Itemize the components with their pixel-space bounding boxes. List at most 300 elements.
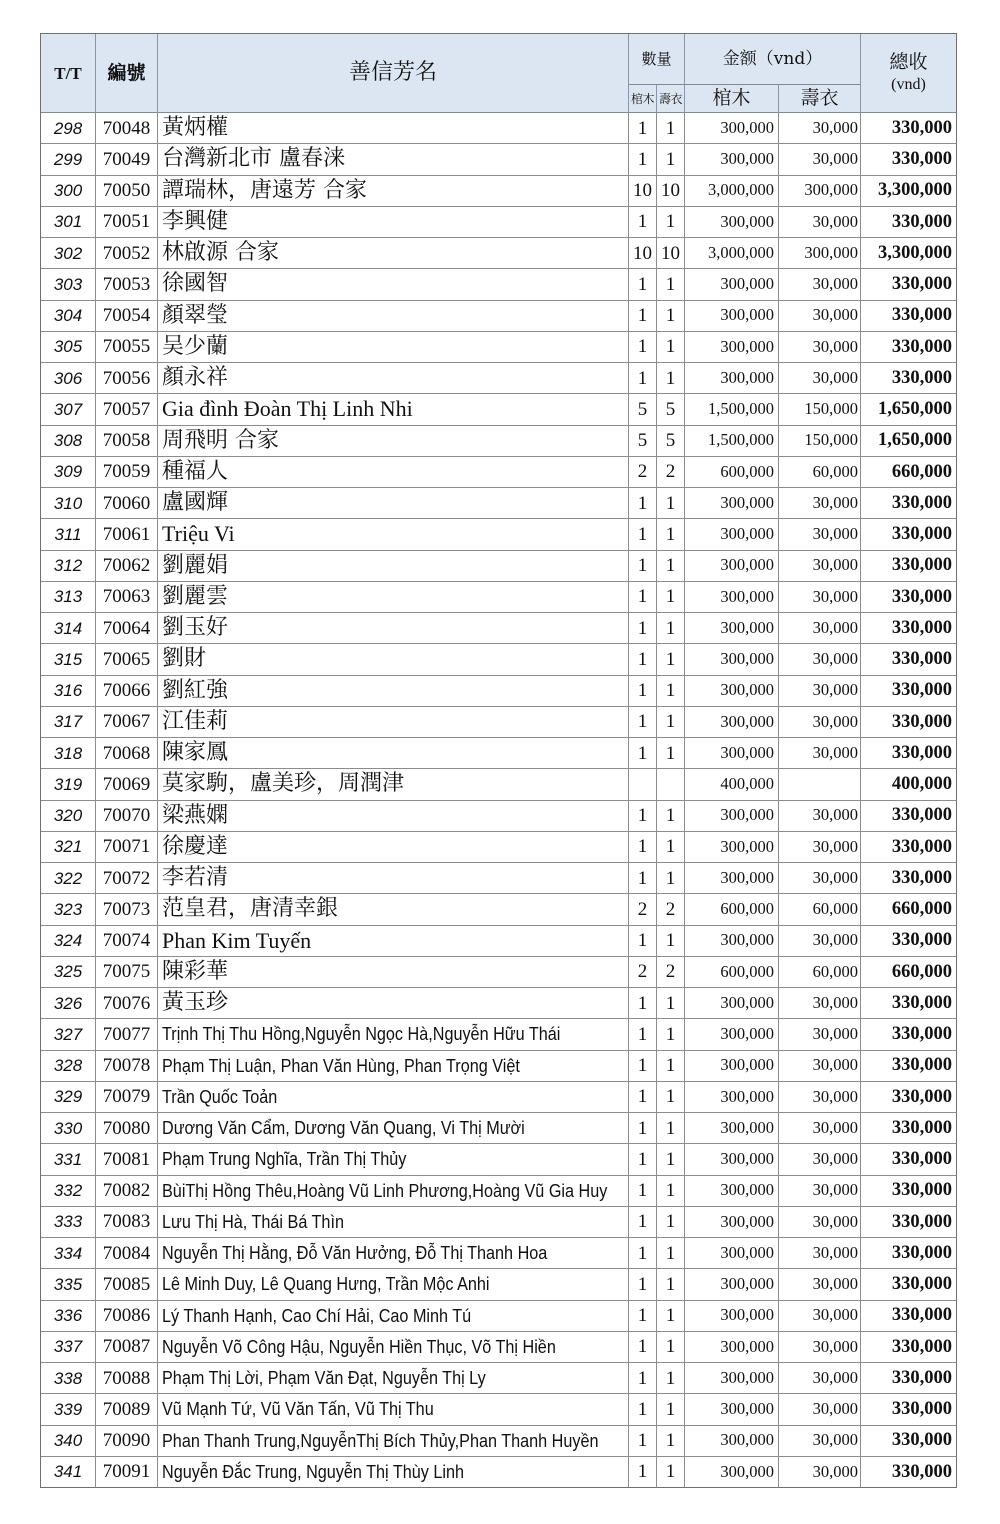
amount-coffin: 300,000 — [685, 832, 779, 863]
row-number: 323 — [41, 894, 96, 925]
table-row — [41, 1144, 957, 1175]
donor-code: 70060 — [96, 488, 158, 519]
amount-shroud: 30,000 — [779, 332, 861, 363]
donor-name — [158, 488, 629, 519]
donor-name — [158, 1051, 629, 1082]
total-amount: 330,000 — [861, 582, 957, 613]
amount-coffin: 300,000 — [685, 1269, 779, 1300]
amount-shroud: 30,000 — [779, 1082, 861, 1113]
qty-coffin: 1 — [629, 519, 657, 550]
qty-coffin: 1 — [629, 613, 657, 644]
qty-shroud: 10 — [657, 238, 685, 269]
donor-name — [158, 738, 629, 769]
table-row — [41, 207, 957, 238]
table-row — [41, 332, 957, 363]
qty-coffin: 1 — [629, 1207, 657, 1238]
amount-shroud: 30,000 — [779, 1426, 861, 1457]
donor-name-text: Dương Văn Cẩm, Dương Văn Quang, Vi Thị Mười — [162, 1118, 525, 1139]
amount-shroud: 30,000 — [779, 1113, 861, 1144]
total-amount: 330,000 — [861, 269, 957, 300]
donor-name — [158, 1301, 629, 1332]
donor-code: 70089 — [96, 1394, 158, 1425]
amount-shroud: 30,000 — [779, 1238, 861, 1269]
amount-coffin: 3,000,000 — [685, 238, 779, 269]
donor-code: 70078 — [96, 1051, 158, 1082]
donor-code: 70076 — [96, 988, 158, 1019]
donor-name — [158, 1082, 629, 1113]
donor-name — [158, 207, 629, 238]
row-number: 303 — [41, 269, 96, 300]
amount-shroud: 30,000 — [779, 644, 861, 675]
amount-shroud: 60,000 — [779, 457, 861, 488]
qty-shroud: 1 — [657, 1144, 685, 1175]
amount-coffin: 300,000 — [685, 488, 779, 519]
amount-coffin: 300,000 — [685, 1426, 779, 1457]
total-amount: 330,000 — [861, 207, 957, 238]
qty-coffin: 1 — [629, 863, 657, 894]
donor-code: 70079 — [96, 1082, 158, 1113]
amount-shroud: 30,000 — [779, 1394, 861, 1425]
donor-code: 70075 — [96, 957, 158, 988]
donor-name-text: 李若清 — [162, 865, 229, 891]
donor-code: 70081 — [96, 1144, 158, 1175]
total-amount: 330,000 — [861, 676, 957, 707]
table-row — [41, 1332, 957, 1363]
total-amount: 330,000 — [861, 926, 957, 957]
total-amount: 330,000 — [861, 332, 957, 363]
qty-shroud: 1 — [657, 863, 685, 894]
qty-coffin: 1 — [629, 1301, 657, 1332]
donor-code: 70074 — [96, 926, 158, 957]
qty-coffin: 1 — [629, 269, 657, 300]
row-number: 330 — [41, 1113, 96, 1144]
table-row — [41, 1019, 957, 1050]
amount-coffin: 300,000 — [685, 1113, 779, 1144]
row-number: 331 — [41, 1144, 96, 1175]
donor-code: 70058 — [96, 426, 158, 457]
amount-shroud: 30,000 — [779, 1301, 861, 1332]
qty-shroud: 1 — [657, 1082, 685, 1113]
qty-shroud: 1 — [657, 707, 685, 738]
qty-coffin: 10 — [629, 176, 657, 207]
amount-shroud: 30,000 — [779, 1363, 861, 1394]
donor-code: 70048 — [96, 113, 158, 144]
amount-coffin: 300,000 — [685, 926, 779, 957]
row-number: 302 — [41, 238, 96, 269]
donor-name-text: 劉麗娟 — [162, 552, 229, 578]
donor-name-text: 梁燕嫻 — [162, 802, 229, 828]
qty-coffin: 1 — [629, 1082, 657, 1113]
donor-name — [158, 113, 629, 144]
amount-coffin: 300,000 — [685, 988, 779, 1019]
total-amount: 330,000 — [861, 1332, 957, 1363]
donor-name — [158, 176, 629, 207]
qty-shroud: 1 — [657, 801, 685, 832]
qty-coffin: 1 — [629, 144, 657, 175]
amount-shroud: 150,000 — [779, 394, 861, 425]
total-amount: 330,000 — [861, 1394, 957, 1425]
donor-name — [158, 426, 629, 457]
donor-name — [158, 1176, 629, 1207]
donor-name — [158, 1457, 629, 1488]
amount-coffin: 300,000 — [685, 207, 779, 238]
qty-coffin: 1 — [629, 1426, 657, 1457]
amount-shroud: 30,000 — [779, 801, 861, 832]
donor-name-text: 黃炳權 — [162, 115, 229, 141]
amount-coffin: 300,000 — [685, 1363, 779, 1394]
amount-shroud: 30,000 — [779, 207, 861, 238]
qty-shroud: 1 — [657, 582, 685, 613]
amount-shroud: 30,000 — [779, 863, 861, 894]
total-amount: 660,000 — [861, 457, 957, 488]
row-number: 337 — [41, 1332, 96, 1363]
row-number: 320 — [41, 801, 96, 832]
donor-name-text: Phạm Thị Lời, Phạm Văn Đạt, Nguyễn Thị Ly — [162, 1368, 486, 1389]
table-row — [41, 957, 957, 988]
row-number: 307 — [41, 394, 96, 425]
qty-shroud: 1 — [657, 926, 685, 957]
qty-shroud: 1 — [657, 1301, 685, 1332]
donor-name-text: 徐國智 — [162, 271, 229, 297]
table-row — [41, 269, 957, 300]
table-row — [41, 1394, 957, 1425]
total-amount: 330,000 — [861, 1144, 957, 1175]
amount-coffin: 300,000 — [685, 1332, 779, 1363]
amount-coffin: 300,000 — [685, 863, 779, 894]
amount-shroud: 30,000 — [779, 144, 861, 175]
qty-coffin: 1 — [629, 1238, 657, 1269]
donor-code: 70053 — [96, 269, 158, 300]
amount-shroud: 150,000 — [779, 426, 861, 457]
amount-shroud: 60,000 — [779, 894, 861, 925]
qty-coffin — [629, 769, 657, 800]
qty-shroud: 1 — [657, 1457, 685, 1488]
amount-shroud: 30,000 — [779, 582, 861, 613]
donor-name — [158, 707, 629, 738]
amount-coffin: 300,000 — [685, 113, 779, 144]
qty-shroud: 1 — [657, 988, 685, 1019]
total-amount: 3,300,000 — [861, 176, 957, 207]
donor-code: 70057 — [96, 394, 158, 425]
donor-code: 70056 — [96, 363, 158, 394]
total-amount: 1,650,000 — [861, 426, 957, 457]
col-header-total — [861, 34, 957, 113]
donor-name — [158, 676, 629, 707]
table-row — [41, 988, 957, 1019]
qty-shroud: 1 — [657, 1113, 685, 1144]
row-number: 341 — [41, 1457, 96, 1488]
donor-code: 70067 — [96, 707, 158, 738]
table-header — [41, 34, 957, 113]
qty-shroud: 1 — [657, 613, 685, 644]
donor-name — [158, 332, 629, 363]
table-row — [41, 1051, 957, 1082]
total-amount: 330,000 — [861, 988, 957, 1019]
qty-coffin: 1 — [629, 1176, 657, 1207]
row-number: 322 — [41, 863, 96, 894]
col-header-qty-shroud: 壽衣 — [657, 85, 685, 113]
row-number: 314 — [41, 613, 96, 644]
donor-name — [158, 1363, 629, 1394]
donor-name — [158, 644, 629, 675]
donor-code: 70050 — [96, 176, 158, 207]
amount-coffin: 1,500,000 — [685, 394, 779, 425]
total-amount: 3,300,000 — [861, 238, 957, 269]
qty-shroud: 10 — [657, 176, 685, 207]
amount-shroud: 30,000 — [779, 926, 861, 957]
qty-shroud: 1 — [657, 644, 685, 675]
table-row — [41, 519, 957, 550]
col-header-tt: T/T — [41, 34, 96, 113]
table-row — [41, 238, 957, 269]
donor-name-text: Lê Minh Duy, Lê Quang Hưng, Trần Mộc Anhi — [162, 1274, 490, 1295]
donor-name-text: Lưu Thị Hà, Thái Bá Thìn — [162, 1211, 344, 1232]
table-row — [41, 1457, 957, 1488]
amount-coffin: 300,000 — [685, 644, 779, 675]
amount-shroud: 300,000 — [779, 238, 861, 269]
donor-code: 70071 — [96, 832, 158, 863]
donor-name-text: 陳彩華 — [162, 958, 229, 984]
table-row — [41, 1426, 957, 1457]
row-number: 326 — [41, 988, 96, 1019]
total-amount: 330,000 — [861, 863, 957, 894]
donor-name-text: 陳家鳳 — [162, 740, 229, 766]
qty-coffin: 1 — [629, 707, 657, 738]
table-row — [41, 551, 957, 582]
qty-coffin: 1 — [629, 1144, 657, 1175]
amount-coffin: 400,000 — [685, 769, 779, 800]
row-number: 309 — [41, 457, 96, 488]
donor-name-text: 黃玉珍 — [162, 990, 229, 1016]
row-number: 334 — [41, 1238, 96, 1269]
table-row — [41, 738, 957, 769]
table-row — [41, 1238, 957, 1269]
total-amount: 330,000 — [861, 644, 957, 675]
qty-coffin: 1 — [629, 1019, 657, 1050]
qty-coffin: 1 — [629, 926, 657, 957]
amount-coffin: 300,000 — [685, 363, 779, 394]
col-header-qty-coffin: 棺木 — [629, 85, 657, 113]
row-number: 301 — [41, 207, 96, 238]
donor-name-text: 范皇君，唐清幸銀 — [162, 896, 339, 922]
qty-coffin: 1 — [629, 113, 657, 144]
qty-coffin: 1 — [629, 1113, 657, 1144]
amount-shroud: 30,000 — [779, 1176, 861, 1207]
total-amount: 330,000 — [861, 738, 957, 769]
row-number: 335 — [41, 1269, 96, 1300]
qty-shroud: 5 — [657, 394, 685, 425]
donor-name-text: Phạm Thị Luận, Phan Văn Hùng, Phan Trọng Việt — [162, 1055, 520, 1076]
donor-name-text: 顏翠瑩 — [162, 302, 229, 328]
col-header-quantity: 數量 — [629, 34, 685, 85]
donor-name-text: 吴少蘭 — [162, 333, 229, 359]
table-row — [41, 1082, 957, 1113]
donor-code: 70090 — [96, 1426, 158, 1457]
total-amount: 330,000 — [861, 363, 957, 394]
donor-name-text: 劉財 — [162, 646, 207, 672]
donor-name — [158, 1332, 629, 1363]
row-number: 310 — [41, 488, 96, 519]
qty-shroud: 1 — [657, 1394, 685, 1425]
row-number: 333 — [41, 1207, 96, 1238]
donor-code: 70054 — [96, 301, 158, 332]
table-row — [41, 769, 957, 800]
donor-name — [158, 519, 629, 550]
amount-shroud: 30,000 — [779, 519, 861, 550]
donor-name-text: Trịnh Thị Thu Hồng,Nguyễn Ngọc Hà,Nguyễn Hữu Thái — [162, 1024, 561, 1045]
total-amount: 330,000 — [861, 519, 957, 550]
amount-coffin: 300,000 — [685, 144, 779, 175]
donor-name-text: 劉紅強 — [162, 677, 229, 703]
amount-coffin: 300,000 — [685, 1051, 779, 1082]
table-row — [41, 926, 957, 957]
row-number: 312 — [41, 551, 96, 582]
table-row — [41, 801, 957, 832]
row-number: 308 — [41, 426, 96, 457]
qty-shroud: 1 — [657, 519, 685, 550]
donor-name — [158, 769, 629, 800]
amount-shroud: 30,000 — [779, 676, 861, 707]
amount-shroud: 30,000 — [779, 269, 861, 300]
amount-coffin: 300,000 — [685, 1457, 779, 1488]
amount-shroud: 30,000 — [779, 363, 861, 394]
row-number: 329 — [41, 1082, 96, 1113]
donor-name-text: 周飛明 合家 — [162, 427, 279, 453]
row-number: 305 — [41, 332, 96, 363]
qty-shroud: 1 — [657, 1051, 685, 1082]
donor-name-text: BùiThị Hồng Thêu,Hoàng Vũ Linh Phương,Hoàng Vũ Gia Huy — [162, 1180, 608, 1201]
qty-coffin: 1 — [629, 738, 657, 769]
qty-shroud: 1 — [657, 1332, 685, 1363]
qty-coffin: 5 — [629, 426, 657, 457]
donor-name — [158, 1019, 629, 1050]
donor-code: 70086 — [96, 1301, 158, 1332]
row-number: 306 — [41, 363, 96, 394]
amount-shroud: 30,000 — [779, 488, 861, 519]
donor-code: 70073 — [96, 894, 158, 925]
donor-name — [158, 238, 629, 269]
donor-code: 70064 — [96, 613, 158, 644]
qty-shroud: 1 — [657, 1207, 685, 1238]
donor-name — [158, 363, 629, 394]
table-row — [41, 301, 957, 332]
qty-shroud: 1 — [657, 301, 685, 332]
donor-code: 70072 — [96, 863, 158, 894]
qty-shroud: 5 — [657, 426, 685, 457]
row-number: 325 — [41, 957, 96, 988]
amount-coffin: 300,000 — [685, 801, 779, 832]
donor-code: 70062 — [96, 551, 158, 582]
donor-code: 70080 — [96, 1113, 158, 1144]
col-header-amount: 金额（vnd） — [685, 34, 861, 85]
table-row — [41, 394, 957, 425]
row-number: 338 — [41, 1363, 96, 1394]
table-row — [41, 1176, 957, 1207]
donor-code: 70088 — [96, 1363, 158, 1394]
donor-code: 70085 — [96, 1269, 158, 1300]
row-number: 340 — [41, 1426, 96, 1457]
qty-coffin: 2 — [629, 894, 657, 925]
total-amount: 330,000 — [861, 1051, 957, 1082]
donor-name-text: 徐慶達 — [162, 833, 229, 859]
donor-name — [158, 394, 629, 425]
amount-shroud: 30,000 — [779, 551, 861, 582]
amount-coffin: 300,000 — [685, 1207, 779, 1238]
amount-shroud: 30,000 — [779, 613, 861, 644]
table-row — [41, 644, 957, 675]
table-row — [41, 426, 957, 457]
qty-coffin: 2 — [629, 957, 657, 988]
table-row — [41, 832, 957, 863]
total-unit: (vnd) — [891, 75, 926, 93]
amount-shroud: 30,000 — [779, 301, 861, 332]
amount-coffin: 1,500,000 — [685, 426, 779, 457]
donor-name — [158, 613, 629, 644]
qty-shroud: 1 — [657, 832, 685, 863]
donor-name-text: Nguyễn Đắc Trung, Nguyễn Thị Thùy Linh — [162, 1461, 464, 1482]
total-amount: 330,000 — [861, 113, 957, 144]
donor-name — [158, 1394, 629, 1425]
donor-name-text: 莫家駒，盧美珍，周潤津 — [162, 771, 405, 797]
amount-coffin: 300,000 — [685, 676, 779, 707]
table-row — [41, 707, 957, 738]
row-number: 319 — [41, 769, 96, 800]
donation-table — [40, 33, 957, 1488]
total-amount: 330,000 — [861, 1426, 957, 1457]
table-row — [41, 363, 957, 394]
qty-coffin: 10 — [629, 238, 657, 269]
donor-name-text: 劉麗雲 — [162, 583, 229, 609]
row-number: 311 — [41, 519, 96, 550]
table-row — [41, 1269, 957, 1300]
donor-name — [158, 144, 629, 175]
qty-coffin: 1 — [629, 207, 657, 238]
amount-coffin: 300,000 — [685, 1176, 779, 1207]
table-row — [41, 1363, 957, 1394]
amount-coffin: 300,000 — [685, 1019, 779, 1050]
donor-name — [158, 457, 629, 488]
row-number: 298 — [41, 113, 96, 144]
amount-shroud: 30,000 — [779, 1269, 861, 1300]
qty-coffin: 1 — [629, 582, 657, 613]
donor-code: 70065 — [96, 644, 158, 675]
donor-name — [158, 1207, 629, 1238]
table-row — [41, 113, 957, 144]
amount-shroud: 30,000 — [779, 707, 861, 738]
donor-name — [158, 301, 629, 332]
qty-shroud — [657, 769, 685, 800]
amount-shroud: 60,000 — [779, 957, 861, 988]
qty-shroud: 2 — [657, 457, 685, 488]
donor-code: 70055 — [96, 332, 158, 363]
donor-name-text: Lý Thanh Hạnh, Cao Chí Hải, Cao Minh Tú — [162, 1305, 472, 1326]
donor-name-text: 劉玉好 — [162, 615, 229, 641]
qty-coffin: 1 — [629, 488, 657, 519]
total-amount: 330,000 — [861, 1207, 957, 1238]
col-header-amount-shroud: 壽衣 — [779, 85, 861, 113]
donor-name — [158, 1426, 629, 1457]
qty-shroud: 1 — [657, 551, 685, 582]
donor-name-text: Vũ Mạnh Tứ, Vũ Văn Tấn, Vũ Thị Thu — [162, 1399, 434, 1420]
row-number: 316 — [41, 676, 96, 707]
total-label: 總收 — [889, 51, 928, 74]
qty-coffin: 1 — [629, 332, 657, 363]
row-number: 324 — [41, 926, 96, 957]
amount-coffin: 600,000 — [685, 894, 779, 925]
qty-coffin: 1 — [629, 644, 657, 675]
donor-code: 70061 — [96, 519, 158, 550]
qty-shroud: 2 — [657, 894, 685, 925]
